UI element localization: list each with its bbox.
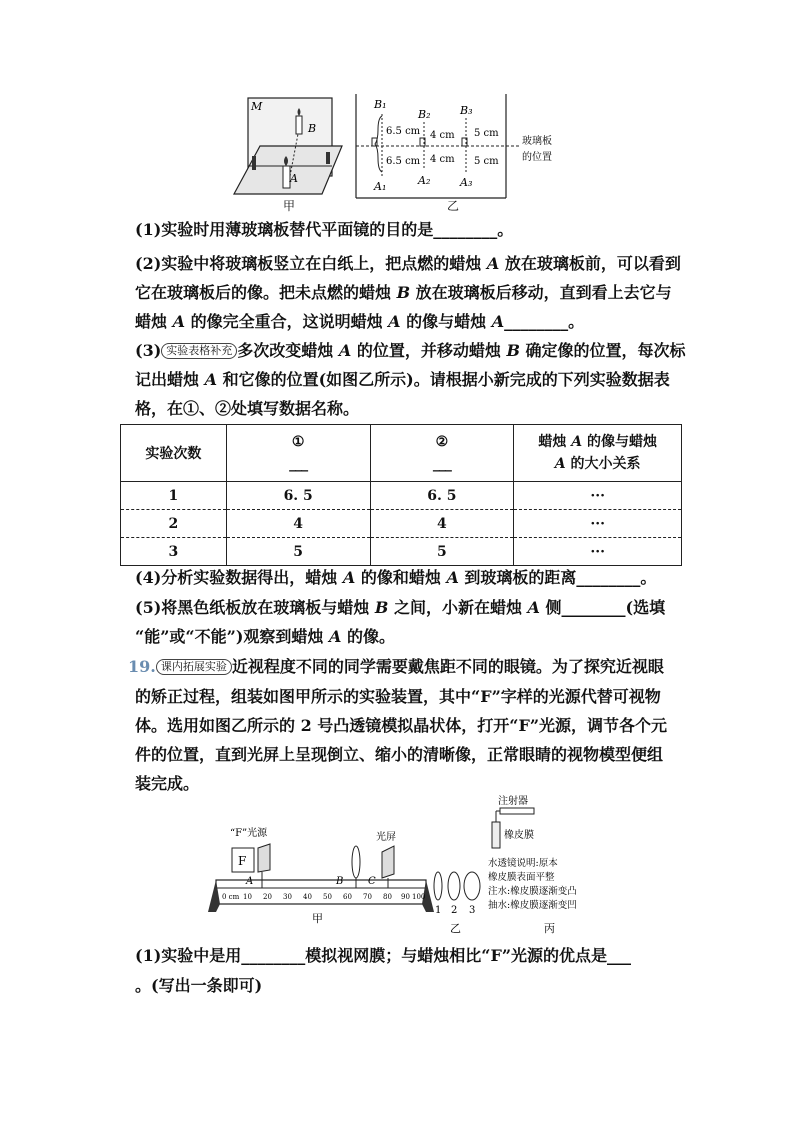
yi-dist3-top: 5 cm: [474, 128, 499, 139]
q18-p3-line3: 格，在①、②处填写数据名称。: [135, 399, 360, 418]
table-row: 2 4 4 ···: [121, 510, 682, 538]
lens-number-2: 2: [451, 905, 458, 916]
svg-text:10: 10: [243, 893, 252, 901]
screen-label: 光屏: [376, 832, 396, 843]
yi-dist1-bot: 6.5 cm: [386, 156, 421, 167]
label-b: B: [308, 122, 317, 135]
caption-bing: 丙: [544, 922, 555, 935]
light-screen: [382, 846, 394, 878]
figure-jia: [230, 94, 348, 204]
svg-text:90: 90: [401, 893, 410, 901]
glass-label-2: 的位置: [522, 152, 552, 163]
svg-text:0 cm: 0 cm: [222, 893, 240, 901]
yi-b2: B₂: [418, 108, 431, 121]
q18-p2-line2: 它在玻璃板后的像。把未点燃的蜡烛 B 放在玻璃板后移动，直到看上去它与: [135, 283, 672, 302]
yi-dist3-bot: 5 cm: [474, 156, 499, 167]
svg-text:80: 80: [383, 893, 392, 901]
point-b: B: [336, 876, 344, 887]
q19-line4: 件的位置，直到光屏上呈现倒立、缩小的清晰像，正常眼睛的视物模型便组: [135, 745, 664, 764]
q18-p5-line1: (5)将黑色纸板放在玻璃板与蜡烛 B 之间，小新在蜡烛 A 侧________(选填: [135, 598, 666, 617]
note-3: 注水:橡皮膜逐渐变凸: [488, 886, 577, 897]
header-size-relation: 蜡烛 A 的像与蜡烛 A 的大小关系: [514, 425, 682, 482]
light-source-label: “F”光源: [230, 828, 268, 839]
extension-experiment-tag: 课内拓展实验: [156, 659, 232, 675]
header-trial-count: 实验次数: [121, 425, 227, 482]
table-row: 3 5 5 ···: [121, 538, 682, 566]
lens-2: [448, 872, 460, 900]
q19-line1: 19. 课内拓展实验 近视程度不同的同学需要戴焦距不同的眼镜。为了探究近视眼: [128, 657, 664, 676]
caption-jia-2: 甲: [312, 912, 323, 925]
header-blank-2: ② ___: [370, 425, 514, 482]
caption-yi-2: 乙: [450, 922, 461, 935]
yi-dist2-top: 4 cm: [430, 130, 455, 141]
q18-p3-line2: 记出蜡烛 A 和它像的位置(如图乙所示)。请根据小新完成的下列实验数据表: [135, 370, 670, 389]
yi-a1: A₁: [374, 180, 387, 193]
lens-number-3: 3: [469, 905, 476, 916]
lens-1: [434, 872, 442, 900]
label-a: A: [290, 172, 298, 185]
q18-p5-line2: “能”或“不能”)观察到蜡烛 A 的像。: [135, 627, 395, 646]
svg-text:50: 50: [323, 893, 332, 901]
q18-p2-line3: 蜡烛 A 的像完全重合，这说明蜡烛 A 的像与蜡烛 A________。: [135, 312, 585, 331]
yi-b1: B₁: [374, 98, 387, 111]
syringe-label: 注射器: [498, 796, 528, 807]
label-m: M: [251, 100, 263, 113]
point-a: A: [246, 876, 254, 887]
convex-lens: [352, 846, 360, 878]
yi-b3: B₃: [460, 104, 473, 117]
q19-line5: 装完成。: [135, 774, 200, 793]
caption-yi: 乙: [447, 199, 460, 213]
table-row: 1 6. 5 6. 5 ···: [121, 482, 682, 510]
water-lens: [492, 822, 500, 848]
svg-text:70: 70: [363, 893, 372, 901]
svg-text:100: 100: [412, 893, 426, 901]
point-c: C: [368, 876, 376, 887]
q19-p1-line2: 。(写出一条即可): [135, 976, 263, 995]
lens-3: [464, 872, 480, 900]
yi-dist2-bot: 4 cm: [430, 154, 455, 165]
svg-text:30: 30: [283, 893, 292, 901]
figure-optics-bench: [200, 792, 630, 942]
syringe: [500, 808, 534, 814]
lens-number-1: 1: [435, 905, 442, 916]
header-blank-1: ① ___: [226, 425, 370, 482]
q18-p1: (1)实验时用薄玻璃板替代平面镜的目的是________。: [135, 220, 514, 239]
q19-line2: 的矫正过程，组装如图甲所示的实验装置，其中“F”字样的光源代替可视物: [135, 687, 661, 706]
svg-text:20: 20: [263, 893, 272, 901]
note-4: 抽水:橡皮膜逐渐变凹: [488, 900, 577, 911]
question-number: 19.: [128, 657, 156, 676]
q18-p4: (4)分析实验数据得出，蜡烛 A 的像和蜡烛 A 到玻璃板的距离________。: [135, 568, 657, 587]
svg-text:40: 40: [303, 893, 312, 901]
candle-a: [283, 166, 290, 188]
q19-line3: 体。选用如图乙所示的 2 号凸透镜模拟晶状体，打开“F”光源，调节各个元: [135, 716, 668, 735]
table-header-row: [121, 425, 682, 482]
q19-p1-line1: (1)实验中是用________模拟视网膜；与蜡烛相比“F”光源的优点是___: [135, 946, 632, 965]
candle-b: [296, 116, 302, 134]
note-2: 橡皮膜表面平整: [488, 872, 555, 883]
glass-label-1: 玻璃板: [522, 136, 552, 147]
yi-a2: A₂: [418, 174, 431, 187]
q18-p2-line1: (2)实验中将玻璃板竖立在白纸上，把点燃的蜡烛 A 放在玻璃板前，可以看到: [135, 254, 681, 273]
f-letter: F: [238, 854, 247, 868]
experiment-data-table: [120, 424, 682, 566]
svg-text:60: 60: [343, 893, 352, 901]
figure-yi: [352, 94, 552, 206]
experiment-table-tag: 实验表格补充: [161, 343, 237, 359]
note-1: 水透镜说明:原本: [488, 858, 558, 869]
caption-jia: 甲: [283, 199, 296, 213]
q18-p3-line1: (3) 实验表格补充 多次改变蜡烛 A 的位置，并移动蜡烛 B 确定像的位置，每次标: [135, 341, 686, 360]
yi-dist1-top: 6.5 cm: [386, 126, 421, 137]
yi-a3: A₃: [460, 176, 473, 189]
membrane-label: 橡皮膜: [504, 830, 534, 841]
